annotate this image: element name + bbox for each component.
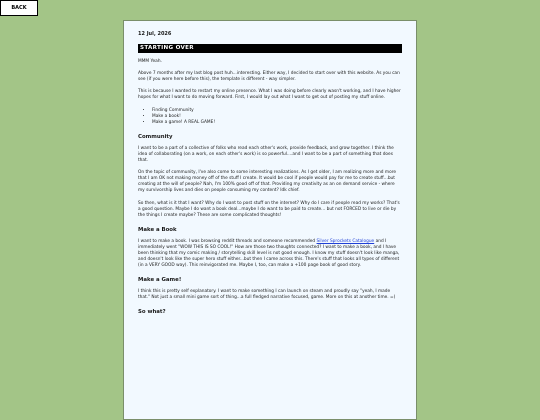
community-paragraph-1: I want to be a part of a collective of folks who read each other's work, provide feedback, and grow together. I think the idea of collaborating (on a work, on each other's work) is so powerful....and I want to be a part of something that does that. [138, 145, 394, 164]
silver-sprockets-link[interactable]: Silver Sprockets Catalogue [316, 238, 375, 244]
so-what-heading: So what? [138, 309, 166, 316]
book-text-before: I want to make a book. I was browsing reddit threads and someone recommended [138, 238, 317, 244]
intro-paragraph-1: MMM Yeah. [138, 59, 162, 65]
list-item: • Make a game! A REAL GAME! [152, 120, 402, 126]
intro-paragraph-2: Above 7 months after my last blog post huh...interesting. Either way, I decided to start over with this website. As you can see (if you were here before this), the template is different - way simpler. [138, 71, 400, 83]
community-paragraph-2: On the topic of community, I've also come to some interesting realizations. As I get older, I am realizing more and more that I am OK not making money off of the stuff I create. It would be cool if people would pay for me to create stuff...but creating at the will of people? Nah, I'm 100% good off of that. Providing my creativity as an on demand service - where my survivorship lives and dies on people consuming my content? Idk chief. [138, 170, 397, 194]
book-text-after: and I immediately went "WOW THIS IS SO COOL!" How are those two thoughts connected? I want to make a book, and I have been thinking that my comic making / storytelling skill level is not good enough. I know my stuff doesn't look like manga, and doesn't look like the super hero stuff either...but then I came across this. There's stuff that looks all types of different (in a VERY GOOD way). This reinvigorated me. Maybe I, too, can make a +100 page book of good story. [138, 238, 400, 269]
post-title: STARTING OVER [138, 44, 402, 53]
game-heading: Make a Game! [138, 277, 182, 284]
list-item: • Make a book! [152, 114, 402, 120]
community-heading: Community [138, 133, 173, 140]
community-paragraph-3: So then, what is it that I want? Why do I want to post stuff on the internet? Why do I care if people read my works? That's a good question. Maybe I do want a book deal...maybe I do want to be paid to create... but not FORCED to live or die by the things I create maybe? These are some complicated thoughts! [138, 200, 400, 218]
goals-list [138, 108, 402, 126]
post-date: 12 Jul, 2026 [138, 31, 172, 37]
book-heading: Make a Book [138, 226, 177, 233]
back-button[interactable]: BACK [0, 0, 38, 16]
book-paragraph [138, 239, 402, 269]
game-paragraph: I think this is pretty self explanatory. I want to make something I can launch on steam and proudly say "yeah, I made that." Not just a small mini game sort of thing...a full fledged narrative focused, game. More on this at another time. =) [138, 289, 396, 301]
blog-post [123, 20, 417, 420]
list-item: • Finding Community [152, 108, 402, 114]
intro-paragraph-3: This is because I wanted to restart my online presence. What I was doing before clearly wasn't working, and I have higher hopes for what I want to do moving forward. First, I would lay out what I want to get out of posting my stuff online. [138, 89, 401, 101]
